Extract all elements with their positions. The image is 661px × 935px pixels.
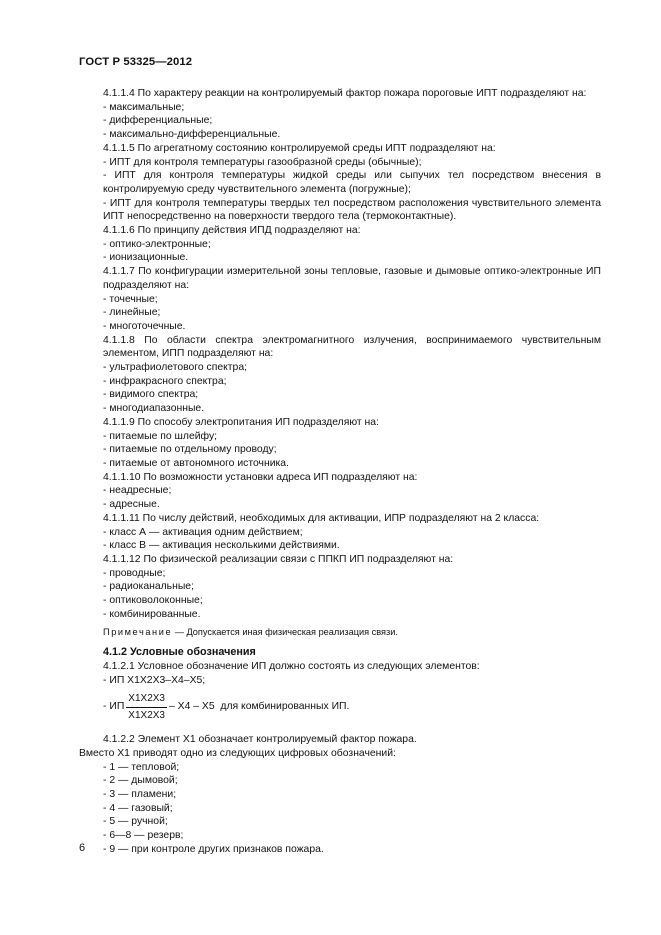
list-item: - 3 — пламени; xyxy=(103,789,177,801)
list-item: - комбинированные. xyxy=(103,608,201,620)
formula-tail: для комбинированных ИП. xyxy=(214,701,350,713)
list-item: - ИПТ для контроля температуры твердых тел посредством расположения чувствительного элемента ИПТ непосредственно на поверхности твердого тела (термоконтактные). xyxy=(103,197,601,223)
clause-4-1-1-10: 4.1.1.10 По возможности установки адреса ИП подразделяют на: xyxy=(103,471,418,483)
page-header: ГОСТ Р 53325—2012 xyxy=(79,56,193,68)
list-item: - 6—8 — резерв; xyxy=(103,830,184,842)
list-item: - многодиапазонные. xyxy=(103,403,205,415)
clause-4-1-1-6: 4.1.1.6 По принципу действия ИПД подразделяют на: xyxy=(103,225,361,237)
list-item: - 2 — дымовой; xyxy=(103,775,178,787)
list-item: - оптико-электронные; xyxy=(103,238,211,250)
clause-4-1-1-8: 4.1.1.8 По области спектра электромагнитного излучения, воспринимаемого чувствительным элементом, ИПП подразделяют на: xyxy=(103,334,601,360)
list-item: - питаемые от автономного источника. xyxy=(103,457,289,469)
section-heading: 4.1.2 Условные обозначения xyxy=(103,646,256,659)
list-item: - максимально-дифференциальные. xyxy=(103,129,281,141)
page-content xyxy=(79,87,601,857)
note-label: Примечание xyxy=(103,627,173,638)
list-item: - питаемые по отдельному проводу; xyxy=(103,444,277,456)
list-item: - 9 — при контроле других признаков пожара. xyxy=(103,843,324,855)
formula-numerator: X1X2X3 xyxy=(126,692,167,708)
page-number: 6 xyxy=(79,842,86,854)
clause-4-1-2-1: 4.1.2.1 Условное обозначение ИП должно состоять из следующих элементов: xyxy=(103,660,480,672)
formula-denominator: X1X2X3 xyxy=(128,709,165,721)
clause-4-1-1-4: 4.1.1.4 По характеру реакции на контролируемый фактор пожара пороговые ИПТ подразделяют на: xyxy=(103,88,587,99)
list-item: - радиоканальные; xyxy=(103,581,194,593)
clause-4-1-2-2-continuation: Вместо Х1 приводят одно из следующих цифровых обозначений: xyxy=(79,747,396,759)
list-item: - неадресные; xyxy=(103,485,172,497)
formula-suffix: – X4 – X5 xyxy=(169,701,215,713)
list-item: - максимальные; xyxy=(103,101,185,113)
list-item: - ИПТ для контроля температуры жидкой среды или сыпучих тел посредством внесения в контролируемую среду чувствительного элемента (погружные); xyxy=(103,170,601,195)
formula-fraction xyxy=(126,692,167,722)
clause-4-1-1-12: 4.1.1.12 По физической реализации связи с ППКП ИП подразделяют на: xyxy=(103,553,454,565)
list-item: - 5 — ручной; xyxy=(103,816,168,828)
list-item: - 1 — тепловой; xyxy=(103,761,180,773)
list-item: - оптиковолоконные; xyxy=(103,595,203,607)
list-item: - проводные; xyxy=(103,567,166,579)
designation-formula xyxy=(79,687,601,727)
list-item: - точечные; xyxy=(103,293,158,305)
clause-4-1-1-5: 4.1.1.5 По агрегатному состоянию контролируемой среды ИПТ подразделяют на: xyxy=(103,142,496,154)
list-item: - адресные. xyxy=(103,499,160,511)
list-item: - инфракрасного спектра; xyxy=(103,375,227,387)
list-item: - ИПТ для контроля температуры газообразной среды (обычные); xyxy=(103,156,422,168)
list-item: - класс А — активация одним действием; xyxy=(103,526,303,538)
list-item: - линейные; xyxy=(103,307,161,319)
list-item: - дифференциальные; xyxy=(103,115,213,127)
clause-4-1-2-2: 4.1.2.2 Элемент Х1 обозначает контролируемый фактор пожара. xyxy=(103,734,417,746)
note-text: — Допускается иная физическая реализация связи. xyxy=(172,627,398,638)
list-item: - ультрафиолетового спектра; xyxy=(103,362,247,374)
list-item: - питаемые по шлейфу; xyxy=(103,430,218,442)
list-item: - видимого спектра; xyxy=(103,389,199,401)
clause-4-1-1-11: 4.1.1.11 По числу действий, необходимых для активации, ИПР подразделяют на 2 класса: xyxy=(103,512,540,524)
list-item: - многоточечные. xyxy=(103,320,186,332)
list-item: - класс В — активация несколькими действиями. xyxy=(103,540,340,552)
note xyxy=(79,626,601,640)
list-item: - ИП X1X2X3–X4–X5; xyxy=(103,674,206,686)
formula-prefix: - ИП xyxy=(103,701,125,713)
list-item: - ионизационные. xyxy=(103,252,189,264)
clause-4-1-1-7: 4.1.1.7 По конфигурации измерительной зоны тепловые, газовые и дымовые оптико-электронные ИП подразделяют на: xyxy=(103,266,601,291)
list-item: - 4 — газовый; xyxy=(103,802,173,814)
clause-4-1-1-9: 4.1.1.9 По способу электропитания ИП подразделяют на: xyxy=(103,416,379,428)
